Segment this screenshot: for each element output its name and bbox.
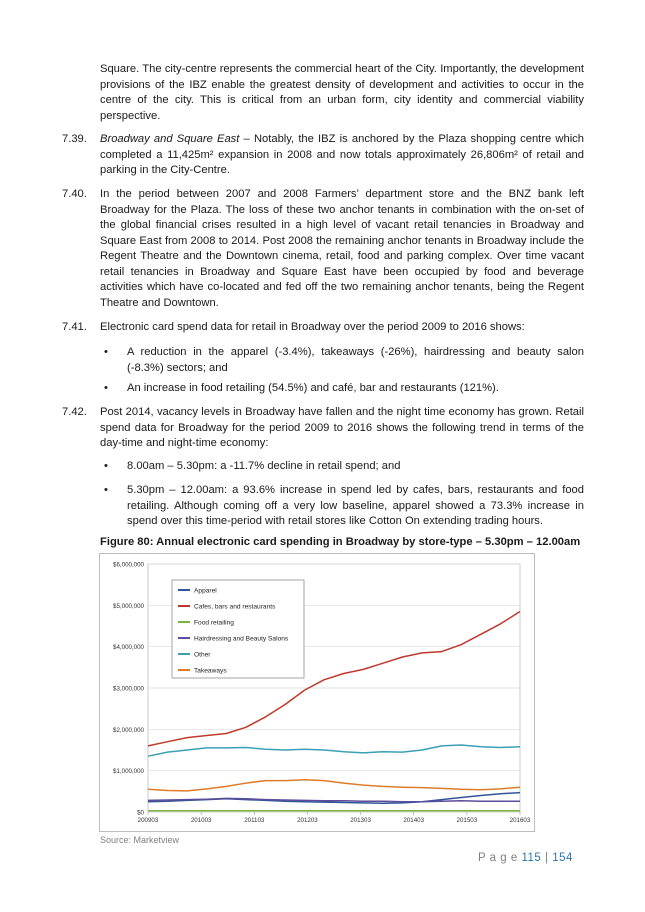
section-740-paragraph: In the period between 2007 and 2008 Farmers’ department store and the BNZ bank left Broadway for the Plaza. The loss of these two anchor tenants in combination with the on-set of the global financial crises resulted in a high level of vacant retail tenancies in Broadway and Square East from 2008 to 2014. Post 2008 the remaining anchor tenants in Broadway include the Regent Theatre and the Downtown cinema, retail, food and parking complex. Over time vacant retail tenancies in Broadway and Square East have been occupied by food and beverage activities which have co-located and fed off the two remaining anchor tenants, being the Regent Theatre and Downtown.: [100, 188, 584, 309]
x-tick-label: 201203: [297, 817, 318, 824]
legend-label: Food retailing: [194, 619, 234, 627]
legend-box: [172, 580, 304, 678]
page-footer: [478, 852, 573, 864]
legend-label: Other: [194, 651, 211, 659]
legend-label: Apparel: [194, 587, 217, 595]
bullet-item: An increase in food retailing (54.5%) and café, bar and restaurants (121%).: [127, 382, 499, 394]
x-tick-label: 200903: [137, 817, 159, 824]
series-line-takeaways: [148, 780, 520, 791]
section-number: 7.41.: [62, 321, 87, 333]
y-tick-label: $6,000,000: [113, 561, 144, 569]
page-separator: |: [545, 852, 549, 864]
source-note: Source: Marketview: [100, 835, 180, 845]
series-line-apparel: [148, 793, 520, 804]
bullet-glyph: •: [104, 382, 108, 394]
page-number: 115: [521, 852, 542, 864]
section-number: 7.42.: [62, 406, 87, 418]
section-741-paragraph: Electronic card spend data for retail in Broadway over the period 2009 to 2016 shows:: [100, 321, 525, 333]
section-742-paragraph: Post 2014, vacancy levels in Broadway have fallen and the night time economy has grown. Retail spend data for Broadway for the period 2009 to 2016 shows the following trend in terms of the day-time and night-time economy:: [100, 406, 584, 449]
section-739-paragraph: [100, 132, 584, 179]
bullet-glyph: •: [104, 460, 108, 472]
y-tick-label: $1,000,000: [113, 768, 144, 776]
figure-caption: Figure 80: Annual electronic card spending in Broadway by store-type – 5.30pm – 12.00am: [100, 536, 581, 548]
x-tick-label: 201503: [456, 817, 478, 824]
y-tick-label: $3,000,000: [113, 685, 144, 693]
page-total: 154: [552, 852, 573, 864]
legend-label: Takeaways: [194, 667, 227, 675]
y-tick-label: $4,000,000: [113, 644, 144, 652]
bullet-item: 5.30pm – 12.00am: a 93.6% increase in spend led by cafes, bars, restaurants and food retailing. Although coming off a very low baseline, apparel showed a 73.3% increase in spend over this time-period with retail stores like Cotton On extending trading hours.: [127, 484, 584, 527]
bullet-item: A reduction in the apparel (-3.4%), takeaways (-26%), hairdressing and beauty salon (-8.3%) sectors; and: [127, 346, 584, 374]
chart-svg: [100, 554, 534, 831]
x-tick-label: 201303: [350, 817, 371, 824]
bullet-glyph: •: [104, 484, 108, 496]
section-number: 7.39.: [62, 133, 87, 145]
x-tick-label: 201103: [244, 817, 265, 824]
y-tick-label: $0: [137, 809, 144, 817]
x-tick-label: 201403: [403, 817, 425, 824]
page-word: P a g e: [478, 852, 518, 864]
section-739-heading: Broadway and Square East: [100, 133, 240, 145]
x-tick-label: 201603: [509, 817, 531, 824]
section-739-text: – Notably, the IBZ is anchored by the Plaza shopping centre which completed a 11,425m² expansion in 2008 and now totals approximately 26,806m² of retail and parking in the City-Centre.: [100, 133, 584, 176]
y-tick-label: $2,000,000: [113, 726, 144, 734]
line-chart: [99, 553, 535, 832]
intro-paragraph: Square. The city-centre represents the commercial heart of the City. Importantly, the development provisions of the IBZ enable the greatest density of development and activities to occur in the centre of the city. This is critical from an urban form, city identity and commercial viability perspective.: [100, 63, 584, 122]
y-tick-label: $5,000,000: [113, 602, 144, 610]
legend-label: Hairdressing and Beauty Salons: [194, 635, 289, 643]
bullet-glyph: •: [104, 346, 108, 358]
section-number: 7.40.: [62, 188, 87, 200]
bullet-item: 8.00am – 5.30pm: a -11.7% decline in retail spend; and: [127, 460, 401, 472]
legend-label: Cafes, bars and restaurants: [194, 603, 276, 611]
x-tick-label: 201003: [190, 817, 212, 824]
series-line-other: [148, 745, 520, 756]
